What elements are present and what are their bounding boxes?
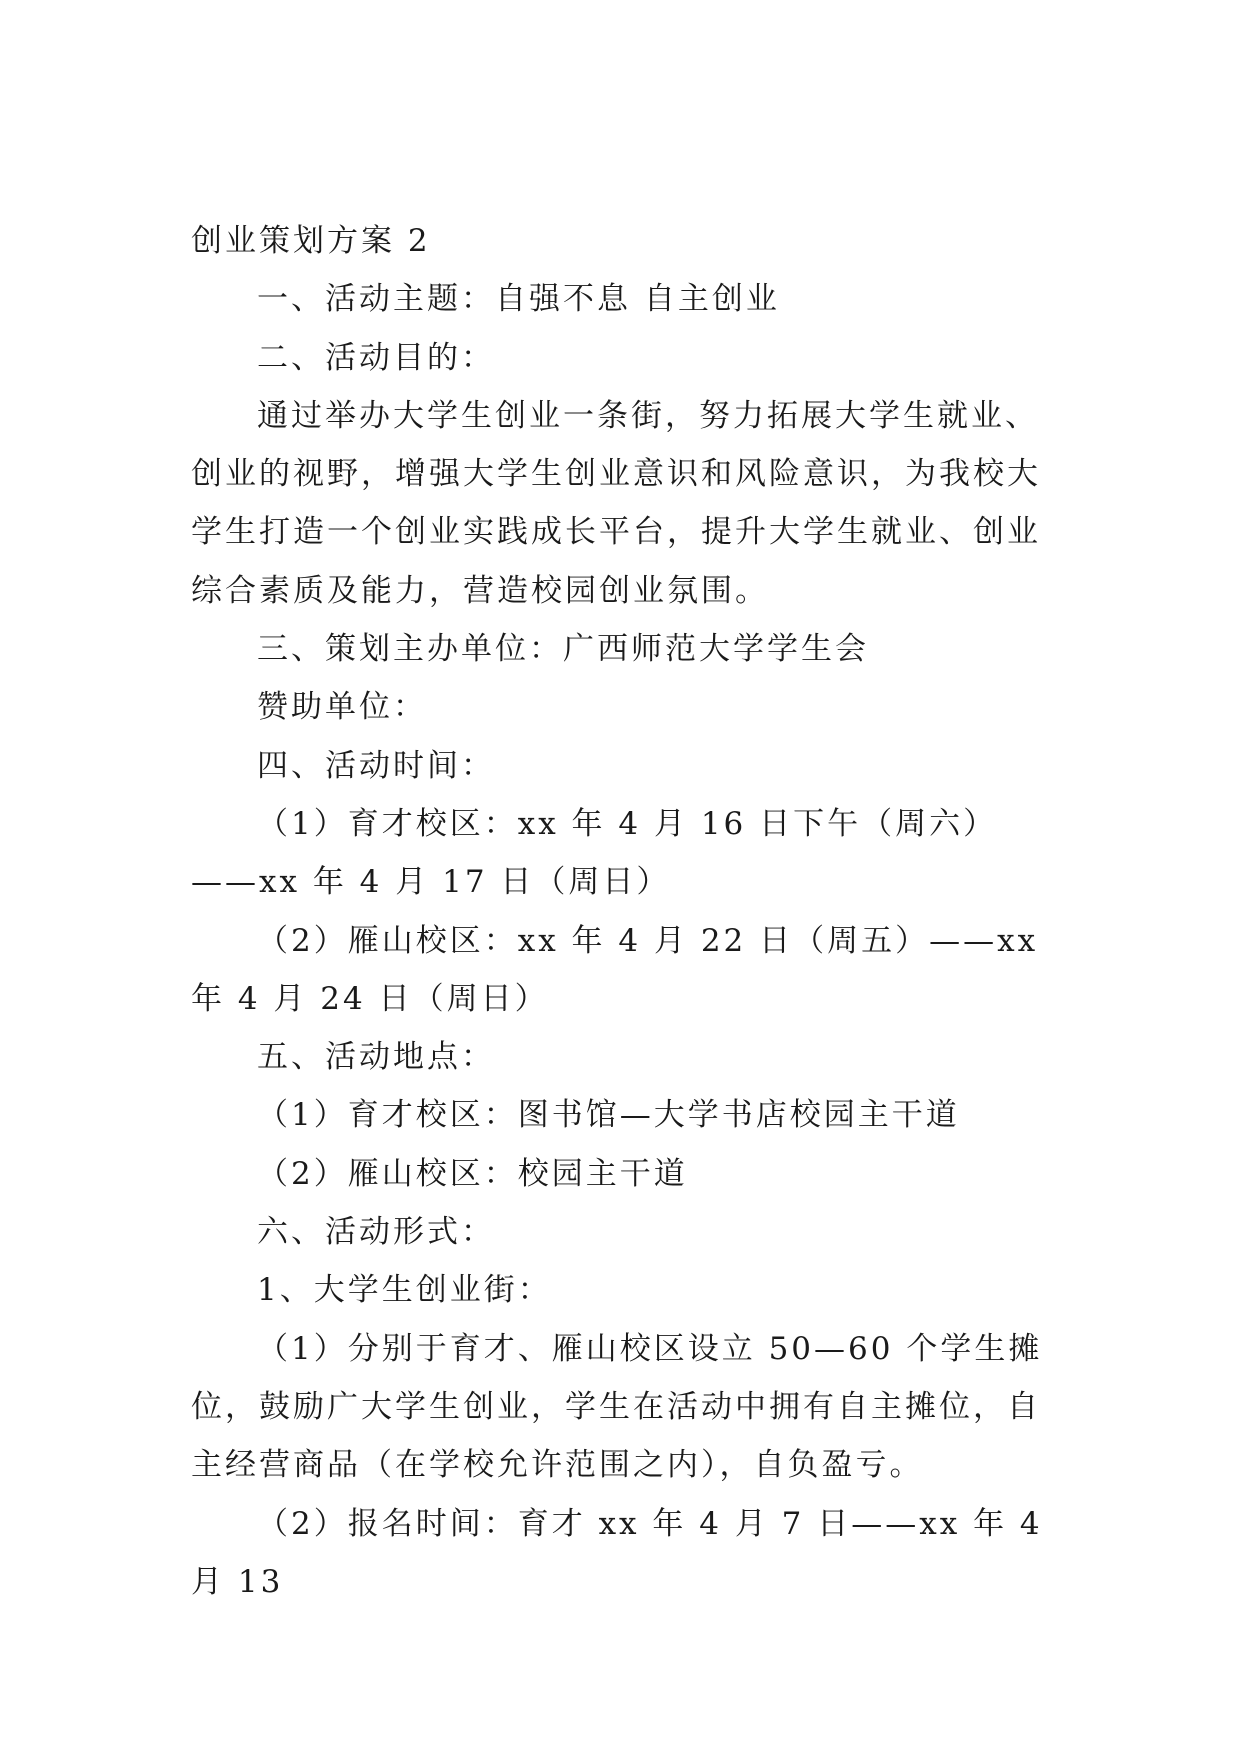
time-item-yucai: （1）育才校区：xx 年 4 月 16 日下午（周六）——xx 年 4 月 17 日（周日） bbox=[191, 805, 998, 901]
section-time-heading: 四、活动时间： bbox=[257, 747, 495, 784]
section-theme: 一、活动主题：自强不息 自主创业 bbox=[257, 281, 780, 318]
section-organizer: 三、策划主办单位：广西师范大学学生会 bbox=[257, 631, 869, 668]
section-sponsor: 赞助单位： bbox=[257, 689, 427, 726]
format-item-stalls: （1）分别于育才、雁山校区设立 50—60 个学生摊位，鼓励广大学生创业，学生在活动中拥有自主摊位，自主经营商品（在学校允许范围之内），自负盈亏。 bbox=[191, 1330, 1043, 1484]
format-subheading-street: 1、大学生创业街： bbox=[257, 1272, 552, 1309]
document-body bbox=[191, 212, 1061, 1611]
section-purpose-body: 通过举办大学生创业一条街，努力拓展大学生就业、创业的视野，增强大学生创业意识和风险意识，为我校大学生打造一个创业实践成长平台，提升大学生就业、创业综合素质及能力，营造校园创业氛围。 bbox=[191, 397, 1041, 609]
section-location-heading: 五、活动地点： bbox=[257, 1039, 495, 1076]
location-item-yanshan: （2）雁山校区：校园主干道 bbox=[257, 1155, 688, 1192]
document-title: 创业策划方案 2 bbox=[191, 223, 431, 259]
time-item-yanshan: （2）雁山校区：xx 年 4 月 22 日（周五）——xx 年 4 月 24 日（周日） bbox=[191, 922, 1039, 1017]
location-item-yucai: （1）育才校区：图书馆—大学书店校园主干道 bbox=[257, 1097, 960, 1134]
format-item-registration: （2）报名时间：育才 xx 年 4 月 7 日——xx 年 4 月 13 bbox=[191, 1505, 1043, 1600]
section-purpose-heading: 二、活动目的： bbox=[257, 339, 495, 376]
section-format-heading: 六、活动形式： bbox=[257, 1214, 495, 1251]
